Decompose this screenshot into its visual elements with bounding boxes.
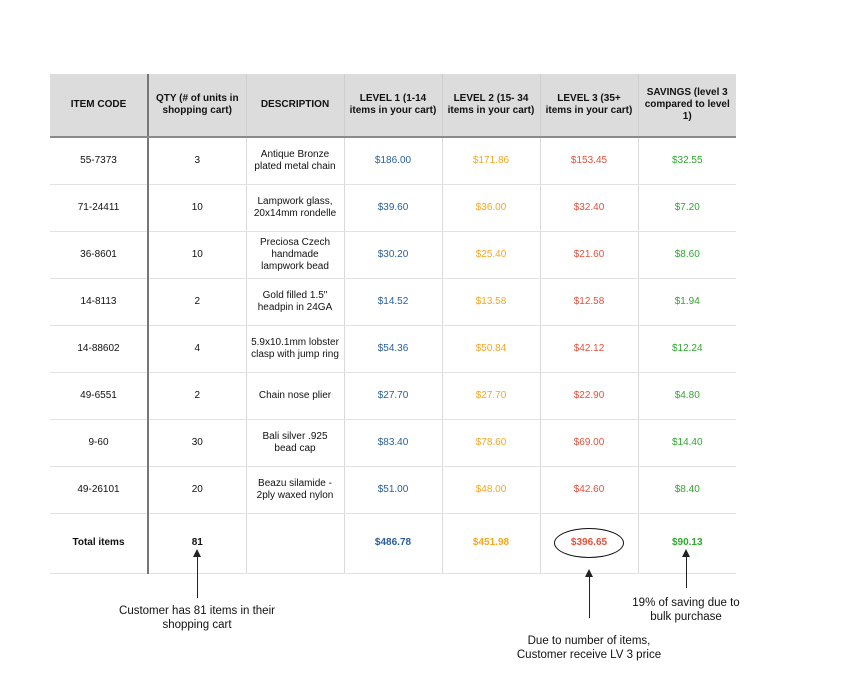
- level-3-price-cell: $69.00: [540, 419, 638, 466]
- table-row: [50, 184, 736, 231]
- level-3-price-cell: $12.58: [540, 278, 638, 325]
- level-1-price-cell: $14.52: [344, 278, 442, 325]
- header-qty: QTY (# of units in shopping cart): [148, 74, 246, 137]
- total-row: [50, 513, 736, 573]
- qty-arrow-icon: [197, 556, 198, 598]
- level-3-price-cell: $42.12: [540, 325, 638, 372]
- level-1-price-cell: $54.36: [344, 325, 442, 372]
- savings-arrow-icon: [686, 556, 687, 588]
- qty-note: Customer has 81 items in their shopping cart: [119, 605, 275, 631]
- savings-cell: $8.40: [638, 466, 736, 513]
- level-2-price-cell: $13.58: [442, 278, 540, 325]
- savings-cell: $14.40: [638, 419, 736, 466]
- level-3-price-cell: $42.60: [540, 466, 638, 513]
- qty-cell: 20: [148, 466, 246, 513]
- pricing-table: [50, 74, 736, 574]
- description-cell: 5.9x10.1mm lobster clasp with jump ring: [246, 325, 344, 372]
- level-2-price-cell: $48.00: [442, 466, 540, 513]
- table-row: [50, 466, 736, 513]
- item-code-cell: 49-26101: [50, 466, 148, 513]
- item-code-cell: 49-6551: [50, 372, 148, 419]
- item-code-cell: 36-8601: [50, 231, 148, 278]
- header-savings: SAVINGS (level 3 compared to level 1): [638, 74, 736, 137]
- description-cell: Bali silver .925 bead cap: [246, 419, 344, 466]
- item-code-cell: 71-24411: [50, 184, 148, 231]
- qty-cell: 10: [148, 184, 246, 231]
- header-level-3: LEVEL 3 (35+ items in your cart): [540, 74, 638, 137]
- description-cell: Gold filled 1.5" headpin in 24GA: [246, 278, 344, 325]
- savings-cell: $1.94: [638, 278, 736, 325]
- item-code-cell: 14-88602: [50, 325, 148, 372]
- level-2-price-cell: $78.60: [442, 419, 540, 466]
- table-row: [50, 325, 736, 372]
- description-cell: Chain nose plier: [246, 372, 344, 419]
- qty-cell: 3: [148, 137, 246, 184]
- savings-note: 19% of saving due to bulk purchase: [632, 597, 740, 623]
- level-2-price-cell: $27.70: [442, 372, 540, 419]
- savings-cell: $32.55: [638, 137, 736, 184]
- table-row: [50, 231, 736, 278]
- savings-cell: $8.60: [638, 231, 736, 278]
- savings-cell: $12.24: [638, 325, 736, 372]
- total-savings: $90.13: [638, 513, 736, 573]
- qty-cell: 2: [148, 372, 246, 419]
- header-level-1: LEVEL 1 (1-14 items in your cart): [344, 74, 442, 137]
- level-2-price-cell: $171.86: [442, 137, 540, 184]
- item-code-cell: 14-8113: [50, 278, 148, 325]
- savings-cell: $7.20: [638, 184, 736, 231]
- level-1-price-cell: $83.40: [344, 419, 442, 466]
- total-level-2: $451.98: [442, 513, 540, 573]
- table-row: [50, 137, 736, 184]
- level-3-price-cell: $22.90: [540, 372, 638, 419]
- level-2-price-cell: $50.84: [442, 325, 540, 372]
- description-cell: Lampwork glass, 20x14mm rondelle: [246, 184, 344, 231]
- total-qty: 81: [148, 513, 246, 573]
- qty-cell: 10: [148, 231, 246, 278]
- level-1-price-cell: $30.20: [344, 231, 442, 278]
- level-1-price-cell: $51.00: [344, 466, 442, 513]
- qty-cell: 30: [148, 419, 246, 466]
- total-level-1: $486.78: [344, 513, 442, 573]
- level-3-price-cell: $32.40: [540, 184, 638, 231]
- qty-cell: 2: [148, 278, 246, 325]
- level-1-price-cell: $27.70: [344, 372, 442, 419]
- header-level-2: LEVEL 2 (15- 34 items in your cart): [442, 74, 540, 137]
- level-2-price-cell: $36.00: [442, 184, 540, 231]
- qty-cell: 4: [148, 325, 246, 372]
- level3-note: Due to number of items, Customer receive LV 3 price: [516, 635, 662, 661]
- level-1-price-cell: $186.00: [344, 137, 442, 184]
- table-row: [50, 372, 736, 419]
- level-3-price-cell: $21.60: [540, 231, 638, 278]
- level-3-price-cell: $153.45: [540, 137, 638, 184]
- description-cell: Preciosa Czech handmade lampwork bead: [246, 231, 344, 278]
- savings-cell: $4.80: [638, 372, 736, 419]
- header-item-code: ITEM CODE: [50, 74, 148, 137]
- item-code-cell: 55-7373: [50, 137, 148, 184]
- level-1-price-cell: $39.60: [344, 184, 442, 231]
- table-row: [50, 419, 736, 466]
- table-row: [50, 278, 736, 325]
- item-code-cell: 9-60: [50, 419, 148, 466]
- total-level-3-cell: [540, 513, 638, 573]
- total-label: Total items: [50, 513, 148, 573]
- description-cell: Antique Bronze plated metal chain: [246, 137, 344, 184]
- header-description: DESCRIPTION: [246, 74, 344, 137]
- total-description: [246, 513, 344, 573]
- level-2-price-cell: $25.40: [442, 231, 540, 278]
- total-level-3-circled: $396.65: [554, 528, 624, 558]
- level3-arrow-icon: [589, 576, 590, 618]
- header-row: [50, 74, 736, 137]
- description-cell: Beazu silamide - 2ply waxed nylon: [246, 466, 344, 513]
